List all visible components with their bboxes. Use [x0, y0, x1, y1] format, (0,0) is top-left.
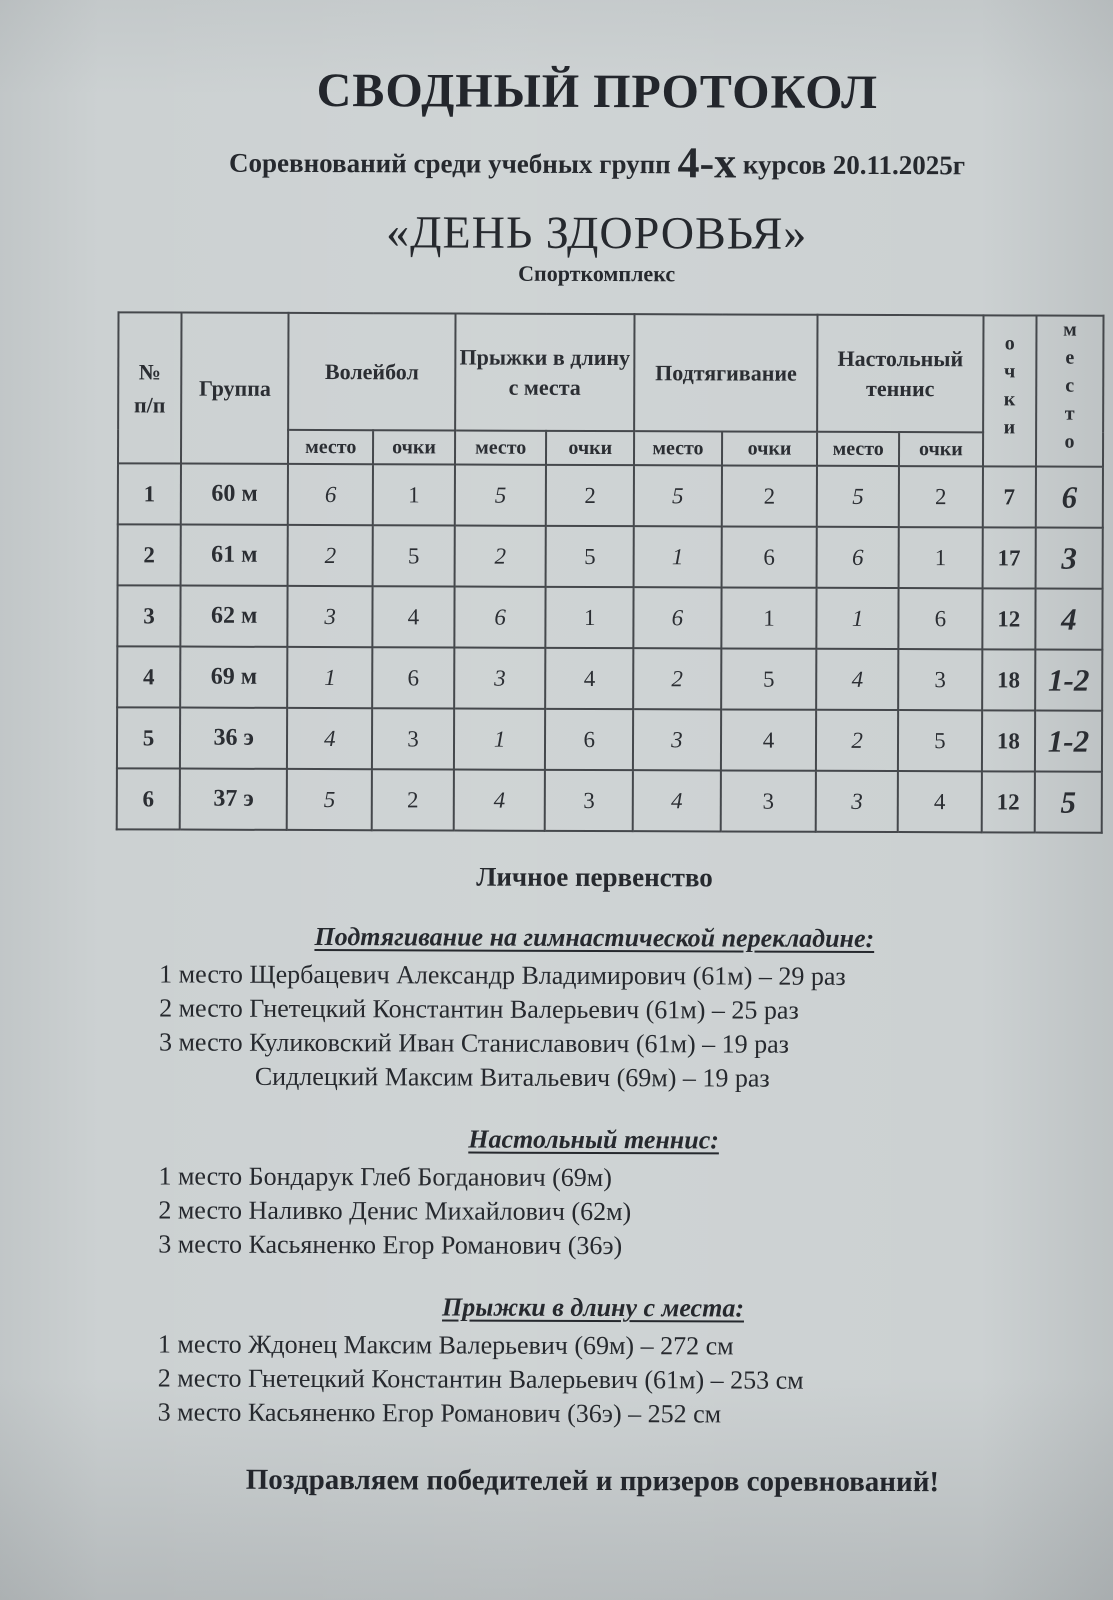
cell-volleyball-points: 2: [372, 769, 454, 830]
cell-tennis-place: 5: [817, 466, 899, 527]
cell-pullups-points: 2: [722, 465, 818, 526]
cell-group: 61 м: [181, 525, 289, 586]
cell-jump-points: 2: [546, 465, 634, 526]
cell-jump-place: 3: [454, 648, 546, 709]
cell-total-points: 17: [982, 527, 1035, 588]
cell-final-place: 5: [1035, 772, 1102, 833]
header-total-points: [983, 315, 1037, 466]
cell-jump-place: 6: [454, 587, 546, 648]
table-row: [117, 646, 1102, 710]
cell-final-place: 1-2: [1035, 711, 1102, 772]
cell-pullups-points: 5: [721, 648, 817, 709]
cell-jump-points: 5: [546, 526, 634, 587]
subheader-pullups-points: очки: [722, 432, 818, 466]
cell-group: 62 м: [180, 586, 288, 647]
subtitle-suffix: курсов 20.11.2025г: [736, 149, 966, 181]
cell-pullups-points: 1: [721, 587, 817, 648]
cell-pullups-points: 4: [721, 709, 817, 770]
result-line: 1 место Бондарук Глеб Богданович (69м): [158, 1161, 613, 1193]
result-line: 1 место Ждонец Максим Валерьевич (69м) – 272 см: [157, 1329, 734, 1361]
section-lines: [84, 957, 1104, 1097]
cell-pullups-place: 2: [633, 648, 721, 709]
section-title: Прыжки в длину с места:: [442, 1292, 745, 1323]
cell-jump-points: 4: [546, 648, 634, 709]
cell-jump-place: 4: [454, 770, 546, 831]
header-group: Группа: [181, 313, 289, 464]
cell-pullups-points: 3: [720, 770, 816, 831]
result-line: 3 место Касьяненко Егор Романович (36э): [158, 1229, 623, 1261]
results-table: [116, 311, 1105, 833]
cell-volleyball-place: 4: [287, 708, 372, 769]
result-line: 2 место Наливко Денис Михайлович (62м): [158, 1195, 632, 1227]
cell-tennis-points: 4: [898, 771, 982, 832]
cell-tennis-place: 4: [816, 649, 898, 710]
cell-jump-place: 2: [454, 526, 546, 587]
cell-num: 1: [118, 463, 181, 524]
cell-pullups-points: 6: [721, 526, 817, 587]
document-content: [82, 0, 1107, 1500]
cell-jump-place: 5: [455, 465, 547, 526]
cell-tennis-points: 1: [899, 527, 983, 588]
subheader-tennis-place: место: [817, 432, 899, 466]
cell-volleyball-points: 6: [372, 647, 454, 708]
header-num: № п/п: [118, 312, 182, 463]
cell-pullups-place: 6: [633, 587, 721, 648]
section-title: Настольный теннис:: [468, 1124, 719, 1155]
cell-jump-points: 6: [545, 709, 633, 770]
result-line: Сидлецкий Максим Витальевич (69м) – 19 раз: [254, 1061, 770, 1093]
cell-pullups-place: 5: [634, 465, 722, 526]
cell-tennis-points: 6: [898, 588, 982, 649]
cell-pullups-place: 4: [633, 770, 721, 831]
header-pullups: Подтягивание: [634, 314, 818, 432]
venue-label: Спорткомплекс: [518, 260, 676, 287]
cell-num: 4: [117, 646, 180, 707]
table-header-row: [118, 312, 1103, 433]
cell-volleyball-place: 3: [288, 586, 373, 647]
cell-total-points: 12: [981, 771, 1034, 832]
cell-num: 5: [117, 707, 180, 768]
table-row: [117, 585, 1102, 649]
cell-volleyball-points: 1: [373, 464, 455, 525]
personal-title: Личное первенство: [476, 861, 713, 893]
cell-pullups-place: 3: [633, 709, 721, 770]
cell-group: 36 э: [180, 708, 288, 769]
doc-subtitle: [87, 135, 1107, 190]
cell-tennis-place: 1: [817, 588, 899, 649]
cell-jump-points: 1: [546, 587, 634, 648]
cell-num: 3: [117, 585, 180, 646]
cell-tennis-points: 5: [898, 710, 982, 771]
section-title: Подтягивание на гимнастической перекладине:: [314, 922, 875, 953]
subtitle-course-number: 4-х: [677, 138, 737, 188]
cell-volleyball-points: 4: [372, 586, 454, 647]
subheader-volleyball-place: место: [288, 430, 373, 464]
result-line: 3 место Касьяненко Егор Романович (36э) – 252 см: [157, 1397, 722, 1429]
doc-title: СВОДНЫЙ ПРОТОКОЛ: [316, 64, 878, 119]
table-row: [118, 463, 1103, 527]
cell-final-place: 1-2: [1035, 650, 1102, 711]
result-line: 1 место Щербацевич Александр Владимирович (61м) – 29 раз: [159, 959, 846, 991]
cell-total-points: 18: [982, 710, 1035, 771]
header-volleyball: Волейбол: [289, 313, 456, 431]
cell-tennis-place: 3: [816, 771, 898, 832]
cell-group: 69 м: [180, 647, 288, 708]
cell-total-points: 18: [982, 649, 1035, 710]
cell-volleyball-points: 5: [373, 525, 455, 586]
subheader-pullups-place: место: [634, 431, 722, 465]
subheader-jump-points: очки: [546, 431, 634, 465]
cell-pullups-place: 1: [634, 526, 722, 587]
cell-volleyball-place: 6: [288, 464, 373, 525]
table-row: [117, 768, 1102, 832]
cell-tennis-points: 3: [898, 649, 982, 710]
total-points-vertical-label: очки: [998, 332, 1021, 445]
subheader-volleyball-points: очки: [373, 430, 455, 464]
cell-tennis-place: 2: [816, 710, 898, 771]
cell-jump-points: 3: [545, 770, 633, 831]
personal-section-tennis: [83, 1123, 1103, 1265]
cell-total-points: 12: [982, 588, 1035, 649]
cell-group: 37 э: [180, 769, 288, 830]
cell-volleyball-place: 5: [287, 769, 372, 830]
subtitle-prefix: Соревнований среди учебных групп: [229, 147, 678, 180]
cell-tennis-points: 2: [899, 466, 983, 527]
personal-section-pullups: [84, 921, 1105, 1097]
cell-final-place: 4: [1035, 589, 1102, 650]
header-long-jump: Прыжки в длину с места: [455, 314, 635, 432]
personal-section-jump: [83, 1291, 1103, 1433]
header-table-tennis: Настольный теннис: [817, 315, 983, 433]
cell-group: 60 м: [181, 464, 289, 525]
cell-num: 6: [117, 768, 180, 829]
cell-total-points: 7: [983, 466, 1036, 527]
header-final-place: [1036, 316, 1104, 467]
cell-volleyball-place: 2: [288, 525, 373, 586]
result-line: 2 место Гнетецкий Константин Валерьевич (61м) – 25 раз: [159, 993, 799, 1025]
table-row: [117, 707, 1102, 771]
final-place-vertical-label: место: [1058, 318, 1081, 459]
cell-volleyball-place: 1: [288, 647, 373, 708]
result-line: 2 место Гнетецкий Константин Валерьевич (61м) – 253 см: [157, 1363, 804, 1395]
footer-note: Поздравляем победителей и призеров соревнований!: [245, 1463, 940, 1499]
section-lines: [83, 1327, 1103, 1433]
cell-tennis-place: 6: [817, 527, 899, 588]
cell-num: 2: [118, 524, 181, 585]
subheader-tennis-points: очки: [899, 432, 983, 466]
result-line: 3 место Куликовский Иван Станиславович (61м) – 19 раз: [158, 1027, 790, 1059]
table-row: [118, 524, 1103, 588]
cell-final-place: 3: [1036, 528, 1103, 589]
event-title: «ДЕНЬ ЗДОРОВЬЯ»: [386, 206, 808, 259]
cell-final-place: 6: [1036, 467, 1103, 528]
cell-volleyball-points: 3: [372, 708, 454, 769]
section-lines: [83, 1159, 1103, 1265]
cell-jump-place: 1: [454, 709, 546, 770]
subheader-jump-place: место: [455, 431, 547, 465]
